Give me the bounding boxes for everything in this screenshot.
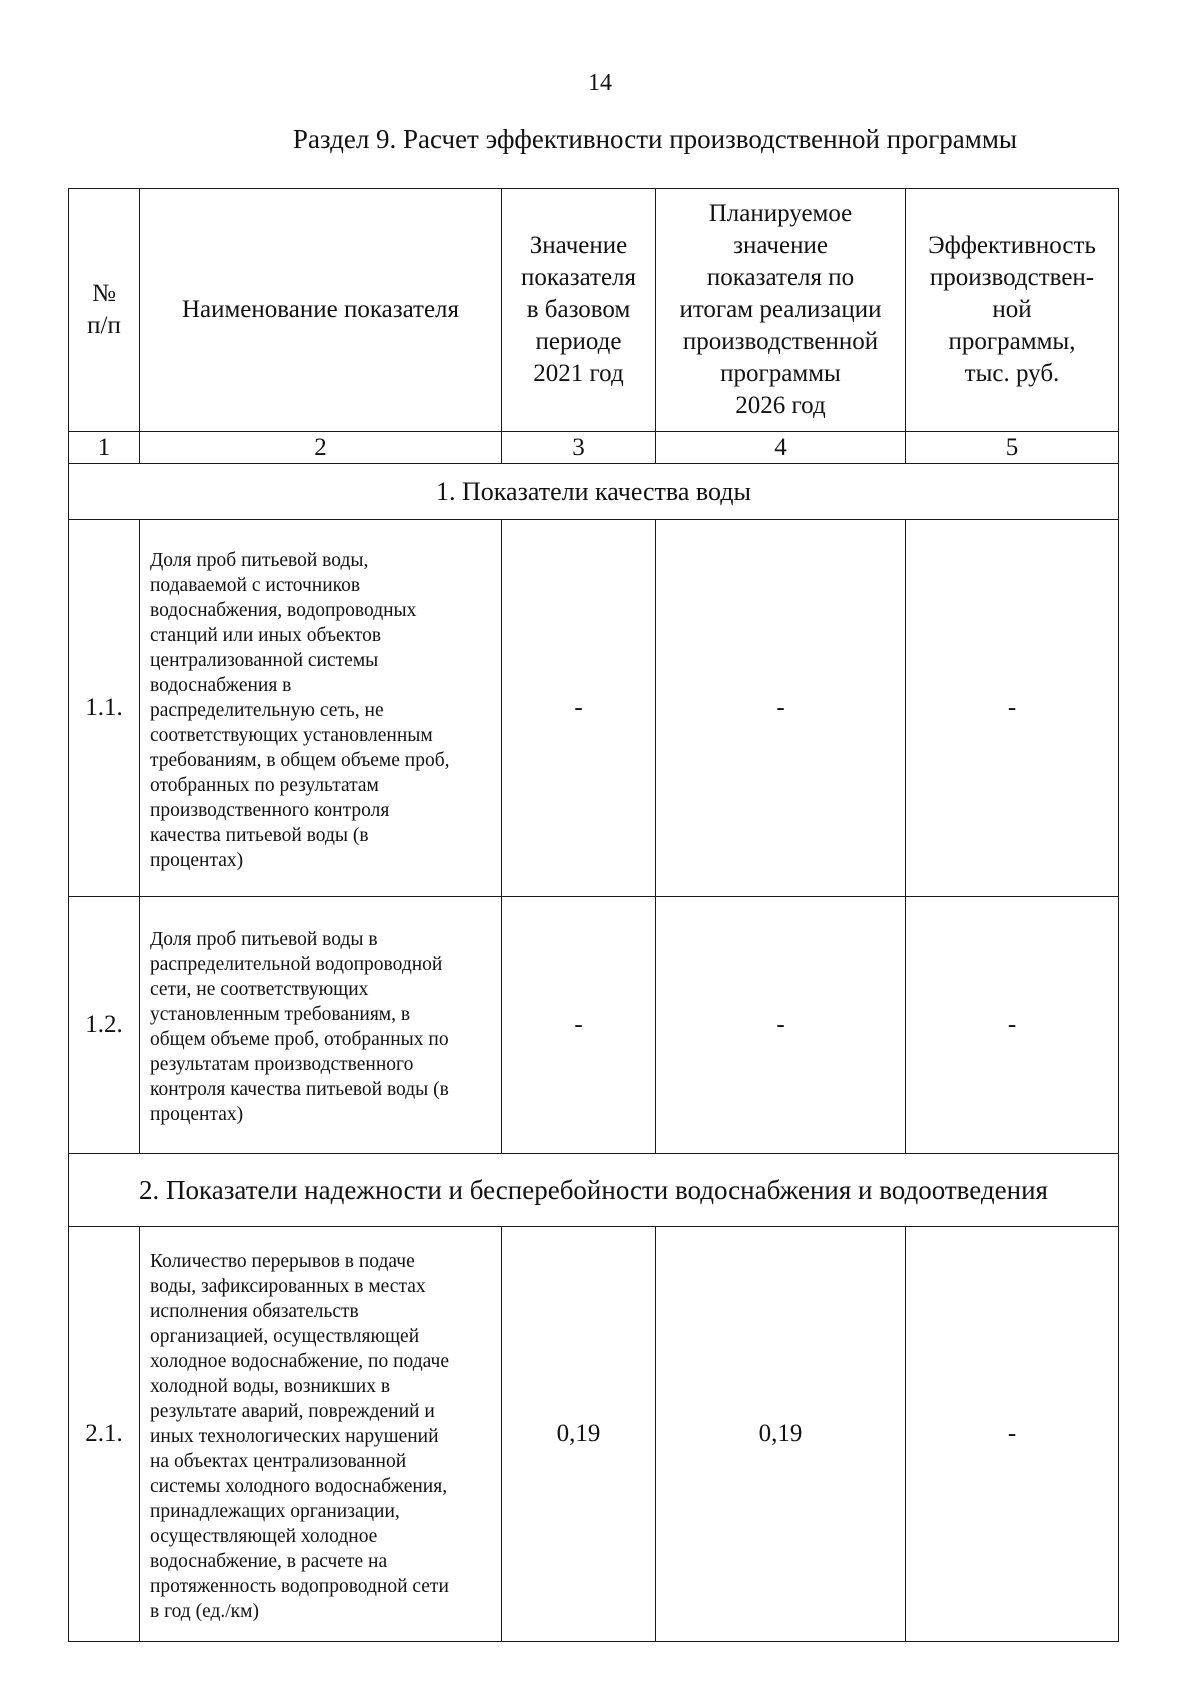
section-heading-row (69, 1154, 1119, 1227)
indicator-description (140, 520, 502, 897)
text-line: № (92, 280, 116, 307)
text-line: воды, зафиксированных в местах (150, 1275, 426, 1297)
text-line: Доля проб питьевой воды в (150, 929, 378, 950)
text-line: 2021 год (533, 360, 624, 387)
text-line: производственного контроля (150, 799, 390, 821)
text-line: Доля проб питьевой воды, (150, 549, 369, 571)
text-line: системы холодного водоснабжения, (150, 1475, 448, 1497)
row-number: 1.2. (69, 897, 140, 1154)
text-line: водоснабжение, в расчете на (150, 1550, 388, 1572)
row-number: 1.1. (69, 520, 140, 897)
header-planned-value (656, 189, 906, 432)
text-line: Наименование показателя (181, 296, 460, 323)
text-line: качества питьевой воды (в (150, 824, 369, 846)
text-line: распределительной водопроводной (150, 954, 443, 975)
text-line: Количество перерывов в подаче (150, 1250, 415, 1272)
text-line: требованиям, в общем объеме проб, (150, 749, 450, 771)
efficiency-value: - (906, 1227, 1119, 1642)
text-line: организацией, осуществляющей (150, 1325, 420, 1347)
table-row (69, 897, 1119, 1154)
indicator-description (140, 897, 502, 1154)
text-line: тыс. руб. (964, 360, 1060, 387)
text-line: контроля качества питьевой воды (в (150, 1079, 449, 1100)
text-line: процентах) (150, 849, 244, 871)
section-heading: 2. Показатели надежности и бесперебойности водоснабжения и водоотведения (69, 1154, 1119, 1227)
header-number (69, 189, 140, 432)
text-line: общем объеме проб, отобранных по (150, 1029, 449, 1050)
column-number: 3 (502, 432, 656, 464)
text-line: Значение (529, 232, 628, 259)
text-line: протяженность водопроводной сети (150, 1575, 449, 1597)
base-value: - (502, 520, 656, 897)
text-line: сети, не соответствующих (150, 979, 369, 1000)
text-line: показателя (520, 264, 637, 291)
text-line: показателя по (706, 264, 855, 291)
text-line: в год (ед./км) (150, 1600, 259, 1622)
table-header-row (69, 189, 1119, 432)
text-line: водоснабжения в (150, 674, 292, 696)
section-heading: 1. Показатели качества воды (69, 464, 1119, 520)
base-value: 0,19 (502, 1227, 656, 1642)
text-line: иных технологических нарушений (150, 1425, 439, 1447)
row-number: 2.1. (69, 1227, 140, 1642)
column-number-row (69, 432, 1119, 464)
page-number: 14 (588, 70, 612, 96)
efficiency-table (68, 188, 1119, 1642)
text-line: 2026 год (735, 392, 826, 419)
text-line: значение (733, 232, 828, 259)
planned-value: 0,19 (656, 1227, 906, 1642)
text-line: периоде (535, 328, 622, 355)
column-number: 5 (906, 432, 1119, 464)
column-number: 4 (656, 432, 906, 464)
column-number: 1 (69, 432, 140, 464)
table-row (69, 1227, 1119, 1642)
header-efficiency (906, 189, 1119, 432)
text-line: программы, (948, 328, 1076, 355)
text-line: централизованной системы (150, 649, 379, 671)
efficiency-value: - (906, 520, 1119, 897)
text-line: процентах) (150, 1104, 244, 1125)
text-line: Эффективность (928, 232, 1096, 259)
text-line: холодной воды, возникших в (150, 1375, 391, 1397)
text-line: водоснабжения, водопроводных (150, 599, 417, 621)
text-line: принадлежащих организации, (150, 1500, 400, 1522)
section-title: Раздел 9. Расчет эффективности производственной программы (292, 124, 1018, 154)
text-line: производственной (682, 328, 879, 355)
text-line: исполнения обязательств (150, 1300, 359, 1322)
section-heading-row (69, 464, 1119, 520)
table-row (69, 520, 1119, 897)
text-line: подаваемой с источников (150, 574, 361, 596)
text-line: осуществляющей холодное (150, 1525, 378, 1547)
text-line: Планируемое (708, 200, 853, 227)
efficiency-value: - (906, 897, 1119, 1154)
text-line: ной (992, 296, 1032, 323)
indicator-description (140, 1227, 502, 1642)
text-line: программы (720, 360, 841, 387)
text-line: станций или иных объектов (150, 624, 382, 646)
column-number: 2 (140, 432, 502, 464)
planned-value: - (656, 520, 906, 897)
text-line: распределительную сеть, не (150, 699, 384, 721)
text-line: п/п (87, 312, 121, 339)
text-line: отобранных по результатам (150, 774, 379, 796)
text-line: холодное водоснабжение, по подаче (150, 1350, 449, 1372)
planned-value: - (656, 897, 906, 1154)
text-line: в базовом (526, 296, 631, 323)
text-line: соответствующих установленным (150, 724, 433, 746)
header-base-value (502, 189, 656, 432)
text-line: установленным требованиям, в (150, 1004, 411, 1025)
text-line: на объектах централизованной (150, 1450, 407, 1472)
text-line: итогам реализации (679, 296, 882, 323)
text-line: результатам производственного (150, 1054, 414, 1075)
base-value: - (502, 897, 656, 1154)
text-line: производствен- (929, 264, 1095, 291)
text-line: результате аварий, повреждений и (150, 1400, 435, 1422)
header-indicator-name (140, 189, 502, 432)
